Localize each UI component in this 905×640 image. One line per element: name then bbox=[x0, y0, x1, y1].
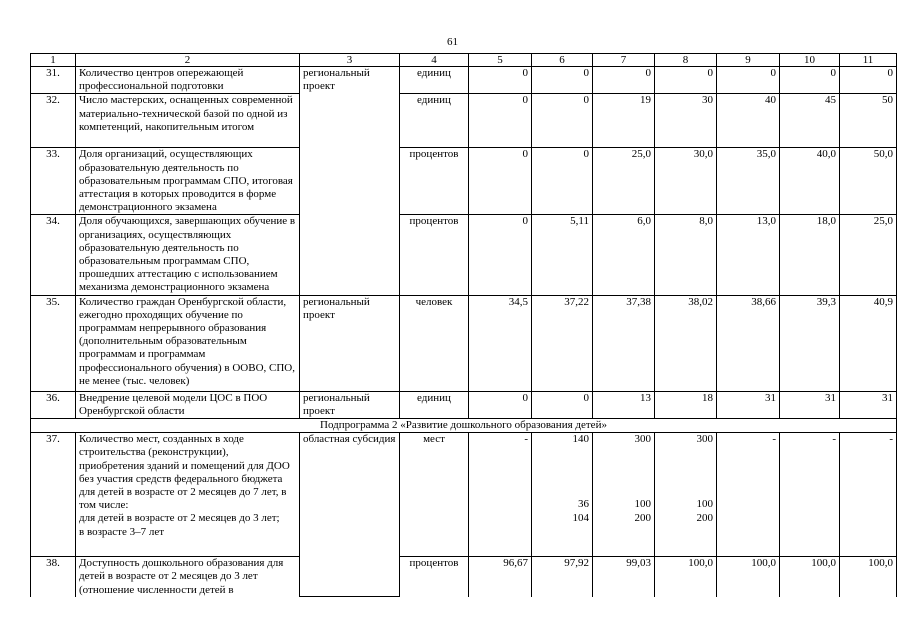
indicator-value: 0 bbox=[469, 94, 532, 148]
row-number: 36. bbox=[31, 391, 76, 418]
indicator-name: Количество граждан Оренбургской области, ежегодно проходящих обучение по программам непрерывного образования (дополнительным образовательным программам и программам профессионального обучения) в ООВО, СПО, не менее (тыс. человек) bbox=[76, 295, 300, 391]
table-row bbox=[31, 67, 897, 94]
row-number: 35. bbox=[31, 295, 76, 391]
indicator-value: 39,3 bbox=[780, 295, 840, 391]
table-row bbox=[31, 557, 897, 597]
value-total: - bbox=[524, 433, 528, 446]
indicator-value: 25,0 bbox=[593, 148, 655, 215]
column-number: 11 bbox=[840, 54, 897, 67]
subprogram-row bbox=[31, 419, 897, 433]
table-row bbox=[31, 433, 897, 557]
indicator-value: 50 bbox=[840, 94, 897, 148]
indicator-value: 0 bbox=[532, 94, 593, 148]
indicator-value: 0 bbox=[469, 67, 532, 94]
indicator-value: 30,0 bbox=[655, 148, 717, 215]
table-row bbox=[31, 94, 897, 148]
indicator-name-line: Количество мест, созданных в ходе строительства (реконструкции), приобретения зданий и помещений для ДОО без участия средств федерального бюджета для детей в возрасте от 2 месяцев до 7 лет, в том числе: bbox=[79, 433, 290, 512]
value-3-7: 200 bbox=[634, 511, 651, 524]
indicator-unit: мест bbox=[400, 433, 469, 557]
column-number: 7 bbox=[593, 54, 655, 67]
column-number: 9 bbox=[717, 54, 780, 67]
indicator-value: 50,0 bbox=[840, 148, 897, 215]
indicator-value: 13,0 bbox=[717, 215, 780, 295]
indicator-unit: человек bbox=[400, 295, 469, 391]
row-number: 32. bbox=[31, 94, 76, 148]
value-total: - bbox=[832, 433, 836, 446]
indicator-value: 25,0 bbox=[840, 215, 897, 295]
indicator-source: региональный проект bbox=[300, 67, 400, 296]
column-number: 3 bbox=[300, 54, 400, 67]
indicator-unit: единиц bbox=[400, 67, 469, 94]
indicator-value: 18,0 bbox=[780, 215, 840, 295]
indicator-value: 40 bbox=[717, 94, 780, 148]
indicator-value: 99,03 bbox=[593, 557, 655, 597]
value-total: 300 bbox=[634, 433, 651, 446]
indicator-value bbox=[593, 433, 655, 557]
indicator-source: региональный проект bbox=[300, 295, 400, 391]
table-row bbox=[31, 391, 897, 418]
indicator-unit: единиц bbox=[400, 391, 469, 418]
indicator-value: 35,0 bbox=[717, 148, 780, 215]
table-row bbox=[31, 148, 897, 215]
indicator-name: Число мастерских, оснащенных современной материально-технической базой по одной из компетенций, накопительным итогом bbox=[76, 94, 300, 148]
indicator-value bbox=[532, 433, 593, 557]
value-under-3: 100 bbox=[696, 498, 713, 511]
indicator-value bbox=[655, 433, 717, 557]
column-number: 5 bbox=[469, 54, 532, 67]
value-total: 300 bbox=[696, 433, 713, 446]
indicator-value: 0 bbox=[780, 67, 840, 94]
indicator-value: 0 bbox=[469, 215, 532, 295]
indicator-value: 8,0 bbox=[655, 215, 717, 295]
indicator-value: 97,92 bbox=[532, 557, 593, 597]
indicator-value: 34,5 bbox=[469, 295, 532, 391]
indicator-value: 100,0 bbox=[840, 557, 897, 597]
indicator-value: 0 bbox=[469, 391, 532, 418]
subprogram-title: Подпрограмма 2 «Развитие дошкольного образования детей» bbox=[31, 419, 897, 433]
indicator-value: 31 bbox=[780, 391, 840, 418]
indicator-value: 38,02 bbox=[655, 295, 717, 391]
indicators-table bbox=[30, 53, 897, 597]
indicator-value bbox=[469, 433, 532, 557]
value-3-7: 104 bbox=[572, 511, 589, 524]
indicator-value: 40,0 bbox=[780, 148, 840, 215]
indicator-value: 100,0 bbox=[717, 557, 780, 597]
column-number: 1 bbox=[31, 54, 76, 67]
indicator-value bbox=[717, 433, 780, 557]
indicator-value: 0 bbox=[717, 67, 780, 94]
value-under-3: 100 bbox=[634, 498, 651, 511]
indicator-value: 45 bbox=[780, 94, 840, 148]
indicator-unit: процентов bbox=[400, 557, 469, 597]
indicator-name: Доля организаций, осуществляющих образовательную деятельность по образовательным программам СПО, итоговая аттестация в которых проводится в форме демонстрационного экзамена bbox=[76, 148, 300, 215]
indicator-value: 38,66 bbox=[717, 295, 780, 391]
indicator-value: 0 bbox=[532, 67, 593, 94]
indicator-name: Доступность дошкольного образования для детей в возрасте от 2 месяцев до 3 лет (отношение численности детей в bbox=[76, 557, 300, 597]
value-total: - bbox=[772, 433, 776, 446]
indicator-value: 13 bbox=[593, 391, 655, 418]
indicator-name: Количество центров опережающей профессиональной подготовки bbox=[76, 67, 300, 94]
row-number: 31. bbox=[31, 67, 76, 94]
indicator-unit: единиц bbox=[400, 94, 469, 148]
indicator-source: региональный проект bbox=[300, 391, 400, 418]
indicator-value: 30 bbox=[655, 94, 717, 148]
row-number: 34. bbox=[31, 215, 76, 295]
indicator-value: 0 bbox=[532, 148, 593, 215]
column-number: 6 bbox=[532, 54, 593, 67]
column-number: 10 bbox=[780, 54, 840, 67]
table-row bbox=[31, 295, 897, 391]
indicator-value: 31 bbox=[717, 391, 780, 418]
value-under-3: 36 bbox=[578, 498, 589, 511]
indicator-name: Доля обучающихся, завершающих обучение в организациях, осуществляющих образовательную деятельность по образовательным программам СПО, прошедших аттестацию с использованием механизма демонстрационного экзамена bbox=[76, 215, 300, 295]
indicator-value: 0 bbox=[532, 391, 593, 418]
value-total: - bbox=[889, 433, 893, 446]
indicator-unit: процентов bbox=[400, 148, 469, 215]
indicator-name-line: для детей в возрасте от 2 месяцев до 3 лет; bbox=[79, 512, 280, 525]
page-number: 61 bbox=[447, 36, 458, 48]
indicator-name bbox=[76, 433, 300, 557]
indicator-value: 0 bbox=[469, 148, 532, 215]
indicator-value: 40,9 bbox=[840, 295, 897, 391]
value-total: 140 bbox=[572, 433, 589, 446]
indicator-value bbox=[780, 433, 840, 557]
indicator-value: 100,0 bbox=[780, 557, 840, 597]
indicator-value: 0 bbox=[593, 67, 655, 94]
row-number: 33. bbox=[31, 148, 76, 215]
column-number: 2 bbox=[76, 54, 300, 67]
column-number: 4 bbox=[400, 54, 469, 67]
row-number: 38. bbox=[31, 557, 76, 597]
indicator-value: 96,67 bbox=[469, 557, 532, 597]
indicator-unit: процентов bbox=[400, 215, 469, 295]
indicator-value: 37,38 bbox=[593, 295, 655, 391]
indicator-name-line: в возрасте 3–7 лет bbox=[79, 525, 165, 538]
column-number-row bbox=[31, 54, 897, 67]
indicator-value: 31 bbox=[840, 391, 897, 418]
indicator-value: 0 bbox=[840, 67, 897, 94]
value-3-7: 200 bbox=[696, 511, 713, 524]
indicator-source: областная субсидия bbox=[300, 433, 400, 597]
indicator-value: 19 bbox=[593, 94, 655, 148]
column-number: 8 bbox=[655, 54, 717, 67]
indicator-name: Внедрение целевой модели ЦОС в ПОО Оренбургской области bbox=[76, 391, 300, 418]
indicator-value: 100,0 bbox=[655, 557, 717, 597]
indicator-value: 37,22 bbox=[532, 295, 593, 391]
row-number: 37. bbox=[31, 433, 76, 557]
indicator-value: 5,11 bbox=[532, 215, 593, 295]
indicator-value: 6,0 bbox=[593, 215, 655, 295]
indicator-value: 18 bbox=[655, 391, 717, 418]
indicator-value bbox=[840, 433, 897, 557]
indicator-value: 0 bbox=[655, 67, 717, 94]
table-row bbox=[31, 215, 897, 295]
